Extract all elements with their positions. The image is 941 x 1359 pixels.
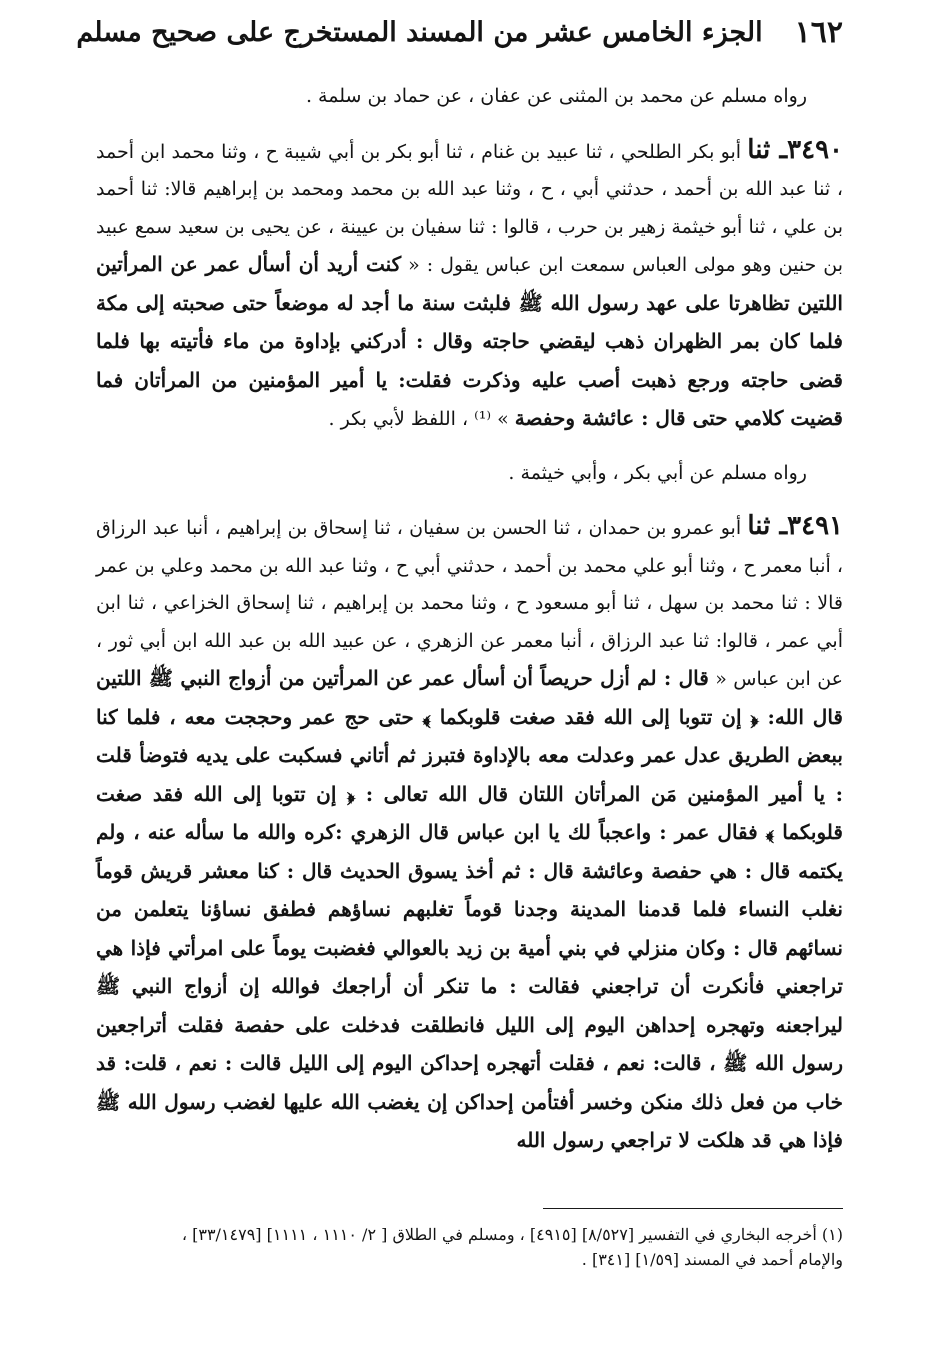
footnotes bbox=[96, 1222, 843, 1272]
hadith-isnad: أبو بكر الطلحي ، ثنا عبيد بن غنام ، ثنا أبو بكر بن أبي شيبة ح ، وثنا محمد ابن أحمد ، ثنا عبد الله بن أحمد ، حدثني أبي ، ح ، وثنا عبد الله بن محمد ومحمد بن إبراهيم قالا: ثنا أحمد بن علي ، ثنا أبو خيثمة زهير بن حرب ، قالوا : ثنا سفيان بن عيينة ، عن يحيى بن سعيد سمع عبيد بن حنين وهو مولى العباس سمعت ابن عباس يقول : « bbox=[96, 140, 844, 276]
hadith-number: ٣٤٩١ـ ثنا bbox=[747, 511, 843, 541]
footnote-rule bbox=[543, 1208, 843, 1209]
running-title: الجزء الخامس عشر من المسند المستخرج على صحيح مسلم bbox=[76, 16, 763, 48]
footnote-1-continued: والإمام أحمد في المسند [١/٥٩] [٣٤١] . bbox=[581, 1250, 843, 1269]
page-number: ١٦٢ bbox=[794, 14, 843, 50]
footnote-1: (١) أخرجه البخاري في التفسير [٨/٥٢٧] [٤٩١٥] ، ومسلم في الطلاق [ ٢/ ١١١٠ ، ١١١١] [٣٣/١٤٧٩] ، bbox=[181, 1225, 843, 1244]
hadith-3490 bbox=[96, 132, 843, 439]
hadith-matn: قال : لم أزل حريصاً أن أسأل عمر عن المرأتين من أزواج النبي ﷺ اللتين قال الله: ﴿ إن تتوبا إلى الله فقد صغت قلوبكما ﴾ حتى حج عمر وحججت معه ، فلما كنا ببعض الطريق عدل عمر وعدلت معه بالإداوة فتبرز ثم أتاني فسكبت على يديه فتوضأ قلت : يا أمير المؤمنين مَن المرأتان اللتان قال الله تعالى : ﴿ إن تتوبا إلى الله فقد صغت قلوبكما ﴾ فقال عمر : واعجباً لك يا ابن عباس قال الزهري :كره والله ما سأله عنه ، ولم يكتمه قال : هي حفصة وعائشة قال : ثم أخذ يسوق الحديث قال : كنا معشر قريش قوماً نغلب النساء فلما قدمنا المدينة وجدنا قوماً تغلبهم نساؤهم فطفق نساؤنا يتعلمن من نسائهم قال : وكان منزلي في بني أمية بن زيد بالعوالي فغضبت يوماً على امرأتي فإذا هي تراجعني فأنكرت أن تراجعني فقالت : ما تنكر أن أراجعك فوالله إن أزواج النبي ﷺ ليراجعنه وتهجره إحداهن اليوم إلى الليل فانطلقت فدخلت على حفصة فقلت أتراجعين رسول الله ﷺ ، قالت: نعم ، فقلت أتهجره إحداكن اليوم إلى الليل قالت : نعم ، قلت: قد خاب من فعل ذلك منكن وخسر أفتأمن إحداكن إن يغضب الله عليها لغضب رسول الله ﷺ فإذا هي قد هلكت لا تراجعي رسول الله bbox=[96, 666, 844, 1152]
hadith-3491 bbox=[96, 508, 843, 1161]
hadith-tail: » ⁽¹⁾ ، اللفظ لأبي بكر . bbox=[328, 408, 515, 430]
hadith-number: ٣٤٩٠ـ ثنا bbox=[747, 134, 843, 165]
reference-line-2: رواه مسلم عن أبي بكر ، وأبي خيثمة . bbox=[508, 461, 807, 484]
page-header bbox=[76, 10, 843, 54]
hadith-matn: كنت أريد أن أسأل عمر عن المرأتين اللتين تظاهرتا على عهد رسول الله ﷺ فلبثت سنة ما أجد له موضعاً حتى صحبته إلى مكة فلما كان بمر الظهران ذهب ليقضي حاجته وقال : أدركني بإداوة من ماء فأتيته بها فلما قضى حاجته ورجع ذهبت أصب عليه وذكرت فقلت: يا أمير المؤمنين من المرأتان فما قضيت كلامي حتى قال : عائشة وحفصة bbox=[96, 252, 843, 430]
hadith-isnad: أبو عمرو بن حمدان ، ثنا الحسن بن سفيان ، ثنا إسحاق بن إبراهيم ، أنبا عبد الرزاق ، أنبا معمر ح ، وثنا أبو علي محمد بن أحمد ، حدثني أبي ح ، وثنا عبد الله بن محمد وعلي بن عمر قالا : ثنا محمد بن سهل ، ثنا أبو مسعود ح ، وثنا محمد بن إبراهيم ، ثنا إسحاق الخزاعي ، ثنا ابن أبي عمر ، قالوا: ثنا عبد الرزاق ، أنبا معمر عن الزهري ، عن عبيد الله بن عبد الله ابن أبي ثور ، عن ابن عباس « bbox=[96, 517, 843, 690]
reference-line-1: رواه مسلم عن محمد بن المثنى عن عفان ، عن حماد بن سلمة . bbox=[305, 85, 807, 107]
body-text bbox=[96, 78, 843, 1161]
